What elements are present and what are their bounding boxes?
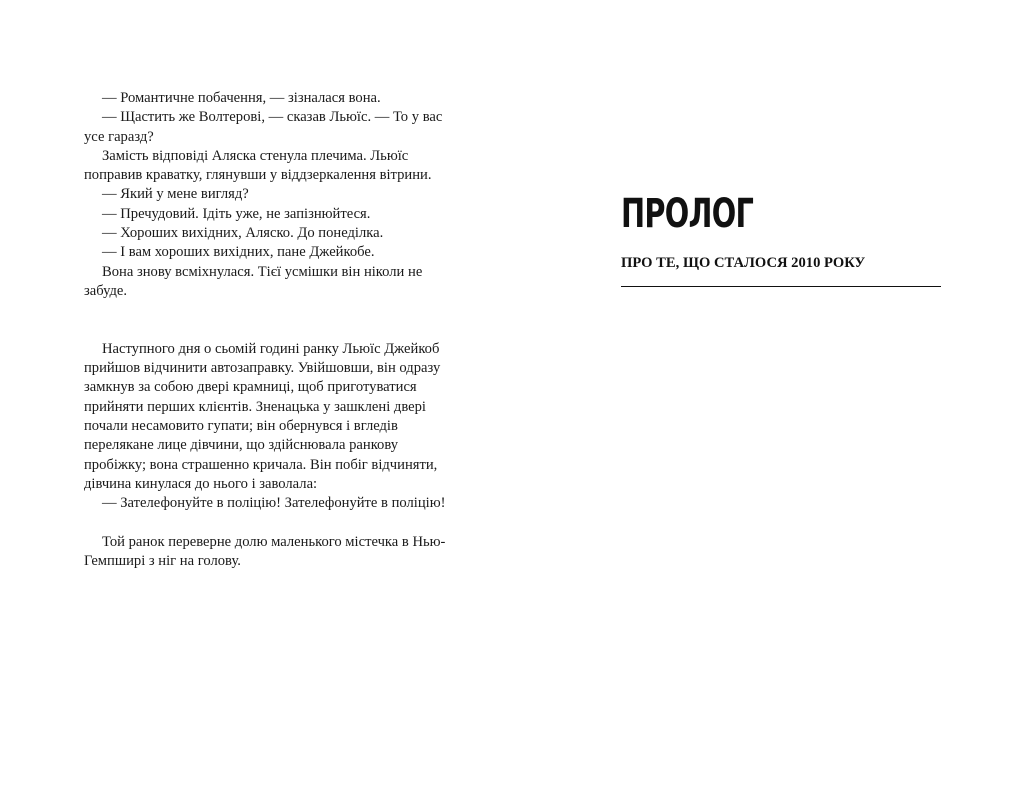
paragraph: — Зателефонуйте в поліцію! Зателефонуйте в поліцію! [102, 495, 446, 512]
paragraph-gap [84, 514, 457, 533]
paragraph: Наступного дня о сьомій годині ранку Льюїс Джейкоб прийшов відчинити автозаправку. Увійшовши, він одразу замкнув за собою двері крамниці, щоб приготуватися прийняти перших клієнтів. Зненацька у зашклені двері почали несамовито гупати; він обернувся і вгледів перелякане лице дівчини, що здійснювала ранкову пробіжку; вона страшенно кричала. Він побіг відчиняти, дівчина кинулася до нього і заволала: [84, 340, 441, 492]
right-page [621, 190, 941, 287]
paragraph: — І вам хороших вихідних, пане Джейкобе. [102, 244, 375, 261]
paragraph: Вона знову всміхнулася. Тієї усмішки він ніколи не забуде. [84, 263, 423, 299]
chapter-subtitle: ПРО ТЕ, ЩО СТАЛОСЯ 2010 РОКУ [621, 255, 866, 271]
paragraph: — Пречудовий. Ідіть уже, не запізнюйтеся. [102, 205, 371, 222]
paragraph: Замість відповіді Аляска стенула плечима. Льюїс поправив краватку, глянувши у віддзеркалення вітрини. [84, 147, 432, 184]
paragraph: Той ранок переверне долю маленького містечка в Нью-Гемпширі з ніг на голову. [84, 533, 446, 570]
left-page [84, 89, 457, 571]
paragraph: — Романтичне побачення, — зізналася вона. [102, 90, 381, 106]
chapter-divider [621, 286, 941, 287]
paragraph: — Щастить же Волтерові, — сказав Льюїс. — То у вас усе гаразд? [84, 109, 443, 145]
section-break [84, 321, 457, 340]
section-break [84, 301, 457, 320]
chapter-title: ПРОЛОГ [621, 191, 754, 237]
paragraph: — Який у мене вигляд? [102, 186, 249, 203]
paragraph: — Хороших вихідних, Аляско. До понеділка. [102, 225, 384, 242]
